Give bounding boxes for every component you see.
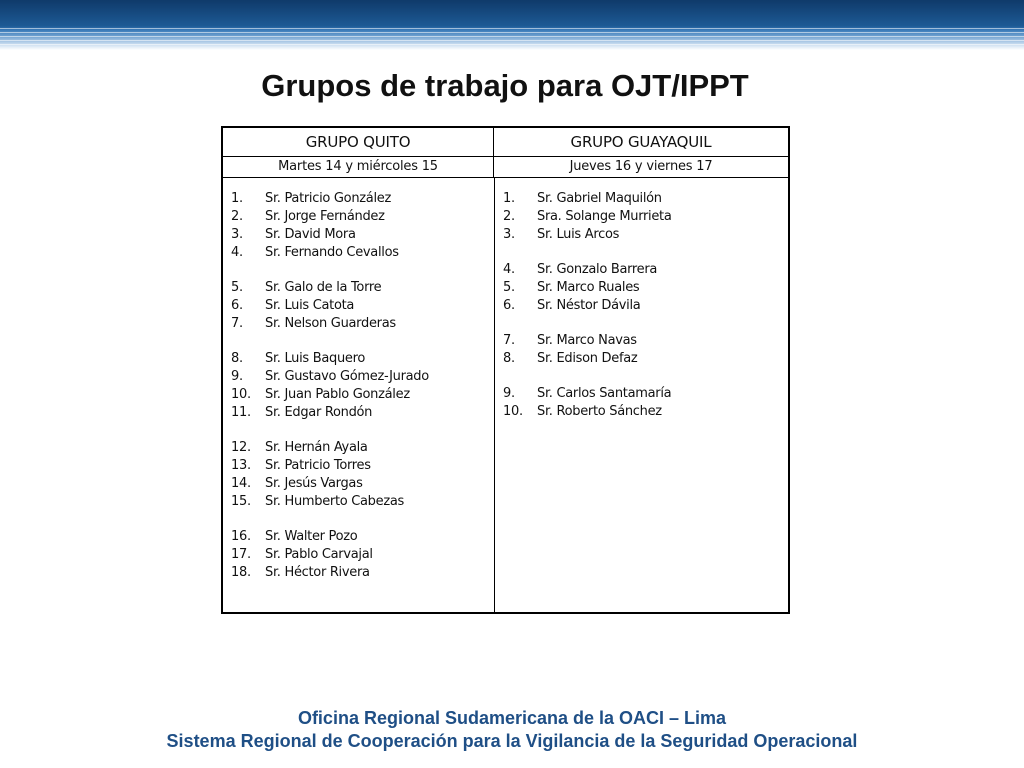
list-item bbox=[503, 332, 783, 350]
list-item bbox=[231, 190, 491, 208]
footer-office-line: Oficina Regional Sudamericana de la OACI – Lima bbox=[297, 708, 727, 728]
dates-grupo-guayaquil: Jueves 16 y viernes 17 bbox=[569, 159, 713, 174]
item-number: 9. bbox=[503, 386, 515, 401]
list-item bbox=[231, 386, 491, 404]
member-name: Sr. Edgar Rondón bbox=[265, 405, 373, 420]
list-item bbox=[231, 350, 491, 368]
member-list-guayaquil bbox=[503, 190, 783, 421]
list-item bbox=[231, 279, 491, 297]
member-name: Sra. Solange Murrieta bbox=[537, 209, 672, 224]
member-name: Sr. Pablo Carvajal bbox=[265, 547, 373, 562]
dates-grupo-quito: Martes 14 y miércoles 15 bbox=[223, 157, 494, 177]
member-name: Sr. Nelson Guarderas bbox=[265, 316, 396, 331]
member-name: Sr. Walter Pozo bbox=[265, 529, 358, 544]
item-number: 7. bbox=[503, 333, 515, 348]
item-number: 16. bbox=[231, 529, 251, 544]
item-number: 5. bbox=[503, 280, 515, 295]
header-grupo-guayaquil: GRUPO GUAYAQUIL bbox=[570, 133, 712, 151]
member-name: Sr. Néstor Dávila bbox=[537, 298, 641, 313]
top-banner bbox=[0, 0, 1024, 50]
item-number: 6. bbox=[231, 298, 243, 313]
list-item bbox=[231, 404, 491, 422]
item-number: 2. bbox=[231, 209, 243, 224]
list-item bbox=[231, 297, 491, 315]
column-divider bbox=[494, 177, 495, 612]
list-item bbox=[231, 493, 491, 511]
list-item bbox=[231, 315, 491, 333]
list-item bbox=[503, 297, 783, 315]
banner-stripes bbox=[0, 28, 1024, 46]
member-name: Sr. Gabriel Maquilón bbox=[537, 191, 662, 206]
item-number: 12. bbox=[231, 440, 251, 455]
member-name: Sr. Humberto Cabezas bbox=[265, 494, 404, 509]
member-name: Sr. Roberto Sánchez bbox=[537, 404, 662, 419]
member-name: Sr. Luis Arcos bbox=[537, 227, 620, 242]
item-number: 3. bbox=[231, 227, 243, 242]
item-number: 6. bbox=[503, 298, 515, 313]
list-item bbox=[231, 244, 491, 262]
member-name: Sr. Patricio González bbox=[265, 191, 391, 206]
member-name: Sr. Fernando Cevallos bbox=[265, 245, 399, 260]
item-number: 3. bbox=[503, 227, 515, 242]
item-number: 13. bbox=[231, 458, 251, 473]
member-name: Sr. Carlos Santamaría bbox=[537, 386, 672, 401]
member-name: Sr. David Mora bbox=[265, 227, 356, 242]
slide-title: Grupos de trabajo para OJT/IPPT bbox=[261, 68, 749, 103]
item-number: 8. bbox=[503, 351, 515, 366]
member-name: Sr. Hernán Ayala bbox=[265, 440, 368, 455]
list-item bbox=[503, 190, 783, 208]
member-name: Sr. Patricio Torres bbox=[265, 458, 371, 473]
item-number: 8. bbox=[231, 351, 243, 366]
member-name: Sr. Luis Catota bbox=[265, 298, 355, 313]
item-number: 10. bbox=[231, 387, 251, 402]
list-item bbox=[503, 226, 783, 244]
member-name: Sr. Héctor Rivera bbox=[265, 565, 370, 580]
member-name: Sr. Luis Baquero bbox=[265, 351, 366, 366]
list-item bbox=[231, 546, 491, 564]
member-name: Sr. Marco Ruales bbox=[537, 280, 640, 295]
item-number: 15. bbox=[231, 494, 251, 509]
item-number: 5. bbox=[231, 280, 243, 295]
list-item bbox=[503, 350, 783, 368]
item-number: 7. bbox=[231, 316, 243, 331]
list-item bbox=[503, 279, 783, 297]
item-number: 4. bbox=[503, 262, 515, 277]
list-item bbox=[503, 208, 783, 226]
groups-table bbox=[221, 126, 790, 614]
item-number: 2. bbox=[503, 209, 515, 224]
item-number: 11. bbox=[231, 405, 251, 420]
item-number: 10. bbox=[503, 404, 523, 419]
list-item bbox=[231, 475, 491, 493]
item-number: 9. bbox=[231, 369, 243, 384]
table-dates-row bbox=[223, 157, 788, 178]
member-name: Sr. Gustavo Gómez-Jurado bbox=[265, 369, 429, 384]
list-item bbox=[231, 208, 491, 226]
list-item bbox=[503, 261, 783, 279]
list-item bbox=[231, 226, 491, 244]
item-number: 17. bbox=[231, 547, 251, 562]
list-item bbox=[503, 385, 783, 403]
list-item bbox=[231, 368, 491, 386]
member-name: Sr. Jorge Fernández bbox=[265, 209, 385, 224]
list-item bbox=[503, 403, 783, 421]
item-number: 18. bbox=[231, 565, 251, 580]
list-item bbox=[231, 439, 491, 457]
member-name: Sr. Gonzalo Barrera bbox=[537, 262, 658, 277]
item-number: 14. bbox=[231, 476, 251, 491]
member-name: Sr. Juan Pablo González bbox=[265, 387, 410, 402]
item-number: 1. bbox=[231, 191, 243, 206]
member-name: Sr. Marco Navas bbox=[537, 333, 637, 348]
list-item bbox=[231, 528, 491, 546]
list-item bbox=[231, 457, 491, 475]
member-name: Sr. Jesús Vargas bbox=[265, 476, 363, 491]
footer-system-line: Sistema Regional de Cooperación para la Vigilancia de la Seguridad Operacional bbox=[166, 731, 858, 751]
item-number: 4. bbox=[231, 245, 243, 260]
header-grupo-quito: GRUPO QUITO bbox=[223, 128, 494, 156]
item-number: 1. bbox=[503, 191, 515, 206]
table-header-row bbox=[223, 128, 788, 157]
member-list-quito bbox=[231, 190, 491, 582]
list-item bbox=[231, 564, 491, 582]
member-name: Sr. Galo de la Torre bbox=[265, 280, 382, 295]
member-name: Sr. Edison Defaz bbox=[537, 351, 638, 366]
